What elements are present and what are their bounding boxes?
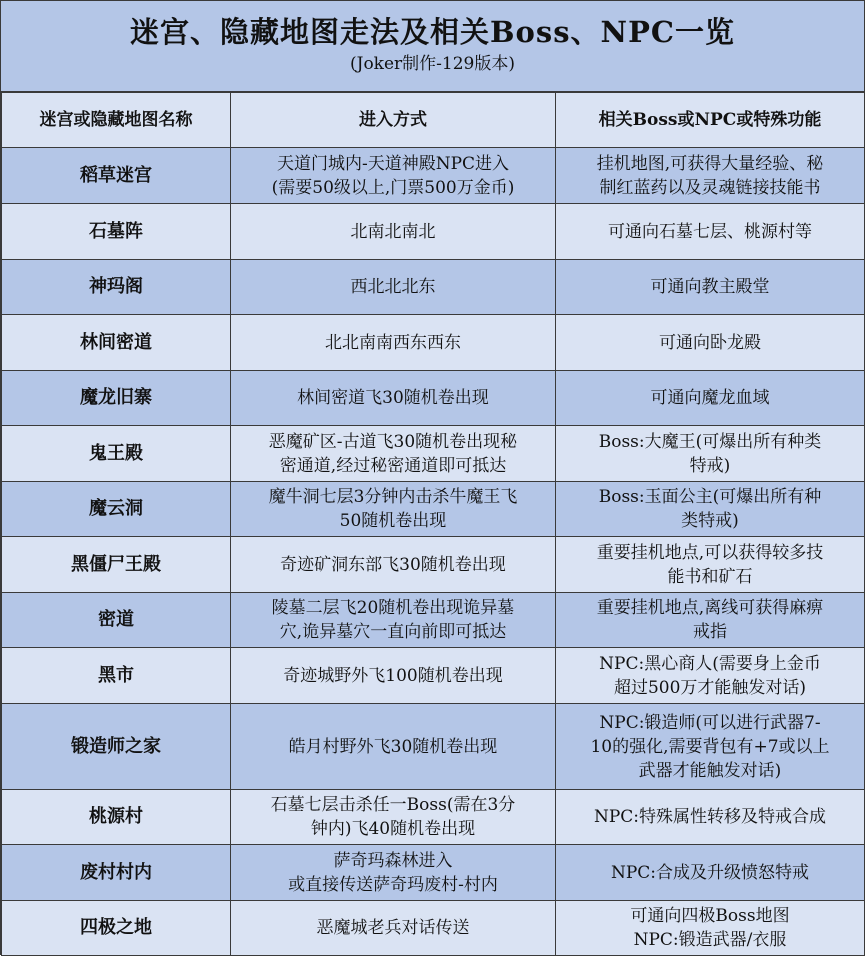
table-row (2, 148, 865, 204)
boss-npc-cell (556, 593, 865, 648)
info-line: 戒指 (693, 622, 727, 642)
info-line: 重要挂机地点,离线可获得麻痹 (596, 598, 824, 618)
boss-npc-cell (556, 315, 865, 371)
table-row (2, 315, 865, 371)
info-line: Boss:玉面公主(可爆出所有种 (598, 487, 822, 507)
boss-npc-cell (556, 704, 865, 790)
info-line: NPC:特殊属性转移及特戒合成 (593, 807, 827, 827)
table-row (2, 537, 865, 593)
map-table (1, 92, 865, 956)
title-block (1, 1, 864, 92)
info-line: NPC:黑心商人(需要身上金币 (599, 653, 821, 674)
entry-line: 50随机卷出现 (339, 511, 447, 531)
table-row (2, 901, 865, 956)
table-row (2, 371, 865, 426)
header-name: 迷宫或隐藏地图名称 (2, 93, 231, 148)
info-line: 武器才能触发对话) (638, 760, 782, 781)
map-name-cell: 魔云洞 (2, 482, 231, 537)
entry-line: 穴,诡异墓穴一直向前即可抵达 (279, 622, 507, 642)
map-name-cell: 锻造师之家 (2, 704, 231, 790)
entry-method-cell (231, 482, 556, 537)
info-line: 类特戒) (681, 511, 739, 531)
table-row (2, 204, 865, 260)
map-name-cell: 鬼王殿 (2, 426, 231, 482)
boss-npc-cell (556, 260, 865, 315)
entry-line: 奇迹矿洞东部飞30随机卷出现 (280, 554, 506, 575)
entry-method-cell (231, 537, 556, 593)
entry-method-cell (231, 426, 556, 482)
info-line: 可通向四极Boss地图 (630, 906, 790, 926)
info-line: 制红蓝药以及灵魂链接技能书 (599, 177, 821, 198)
table-row (2, 593, 865, 648)
boss-npc-cell (556, 371, 865, 426)
entry-line: 天道门城内-天道神殿NPC进入 (276, 153, 510, 174)
info-line: NPC:锻造武器/衣服 (633, 930, 787, 950)
entry-method-cell (231, 901, 556, 956)
entry-line: 林间密道飞30随机卷出现 (297, 388, 489, 408)
map-name-cell: 魔龙旧寨 (2, 371, 231, 426)
page-title: 迷宫、隐藏地图走法及相关Boss、NPC一览 (130, 15, 735, 49)
table-row (2, 426, 865, 482)
entry-line: 奇迹城野外飞100随机卷出现 (283, 665, 503, 686)
info-line: 10的强化,需要背包有+7或以上 (590, 736, 830, 757)
entry-line: 西北北北东 (350, 277, 436, 297)
map-name-cell: 四极之地 (2, 901, 231, 956)
entry-line: 或直接传送萨奇玛废村-村内 (288, 874, 498, 895)
boss-npc-cell (556, 790, 865, 845)
entry-line: 密通道,经过秘密通道即可抵达 (279, 455, 507, 476)
info-line: NPC:合成及升级愤怒特戒 (610, 862, 810, 883)
entry-line: 石墓七层击杀任一Boss(需在3分 (270, 795, 516, 815)
map-name-cell: 神玛阁 (2, 260, 231, 315)
map-name-cell: 黑市 (2, 648, 231, 704)
table-row (2, 845, 865, 901)
map-name-cell: 黑僵尸王殿 (2, 537, 231, 593)
entry-method-cell (231, 704, 556, 790)
header-entry: 进入方式 (231, 93, 556, 148)
map-name-cell: 废村村内 (2, 845, 231, 901)
info-line: 可通向石墓七层、桃源村等 (608, 221, 812, 242)
map-name-cell: 稻草迷宫 (2, 148, 231, 204)
boss-npc-cell (556, 901, 865, 956)
boss-npc-cell (556, 482, 865, 537)
entry-line: 萨奇玛森林进入 (333, 850, 453, 871)
entry-line: 恶魔矿区-古道飞30随机卷出现秘 (268, 431, 518, 452)
entry-method-cell (231, 790, 556, 845)
entry-method-cell (231, 648, 556, 704)
entry-line: 钟内)飞40随机卷出现 (310, 819, 476, 839)
table-row (2, 482, 865, 537)
entry-line: 陵墓二层飞20随机卷出现诡异墓 (271, 598, 515, 618)
info-line: 重要挂机地点,可以获得较多技 (596, 542, 824, 563)
table-row (2, 790, 865, 845)
table-row (2, 260, 865, 315)
table-row (2, 704, 865, 790)
info-line: 挂机地图,可获得大量经验、秘 (596, 153, 824, 174)
page-subtitle: (Joker制作-129版本) (350, 54, 515, 74)
header-row (2, 93, 865, 148)
map-name-cell: 密道 (2, 593, 231, 648)
entry-method-cell (231, 204, 556, 260)
entry-line: 北南北南北 (350, 221, 436, 242)
entry-method-cell (231, 593, 556, 648)
boss-npc-cell (556, 648, 865, 704)
entry-method-cell (231, 148, 556, 204)
boss-npc-cell (556, 537, 865, 593)
entry-method-cell (231, 260, 556, 315)
entry-line: 皓月村野外飞30随机卷出现 (288, 736, 498, 757)
map-name-cell: 桃源村 (2, 790, 231, 845)
info-line: 可通向卧龙殿 (659, 332, 761, 353)
boss-npc-cell (556, 204, 865, 260)
info-line: 特戒) (689, 455, 731, 476)
boss-npc-cell (556, 426, 865, 482)
map-name-cell: 石墓阵 (2, 204, 231, 260)
entry-method-cell (231, 371, 556, 426)
info-line: 超过500万才能触发对话) (613, 677, 807, 698)
entry-method-cell (231, 315, 556, 371)
map-name-cell: 林间密道 (2, 315, 231, 371)
info-line: 可通向魔龙血域 (650, 388, 770, 408)
boss-npc-cell (556, 845, 865, 901)
boss-npc-cell (556, 148, 865, 204)
table-body (2, 148, 865, 956)
info-line: 可通向教主殿堂 (650, 277, 770, 297)
entry-line: 魔牛洞七层3分钟内击杀牛魔王飞 (268, 487, 518, 507)
table-row (2, 648, 865, 704)
info-line: NPC:锻造师(可以进行武器7- (599, 712, 821, 733)
entry-line: 北北南南西东西东 (325, 332, 461, 353)
entry-method-cell (231, 845, 556, 901)
header-info: 相关Boss或NPC或特殊功能 (556, 93, 865, 148)
info-line: Boss:大魔王(可爆出所有种类 (598, 431, 822, 452)
entry-line: 恶魔城老兵对话传送 (316, 918, 470, 938)
info-line: 能书和矿石 (667, 566, 753, 587)
entry-line: (需要50级以上,门票500万金币) (271, 177, 515, 198)
